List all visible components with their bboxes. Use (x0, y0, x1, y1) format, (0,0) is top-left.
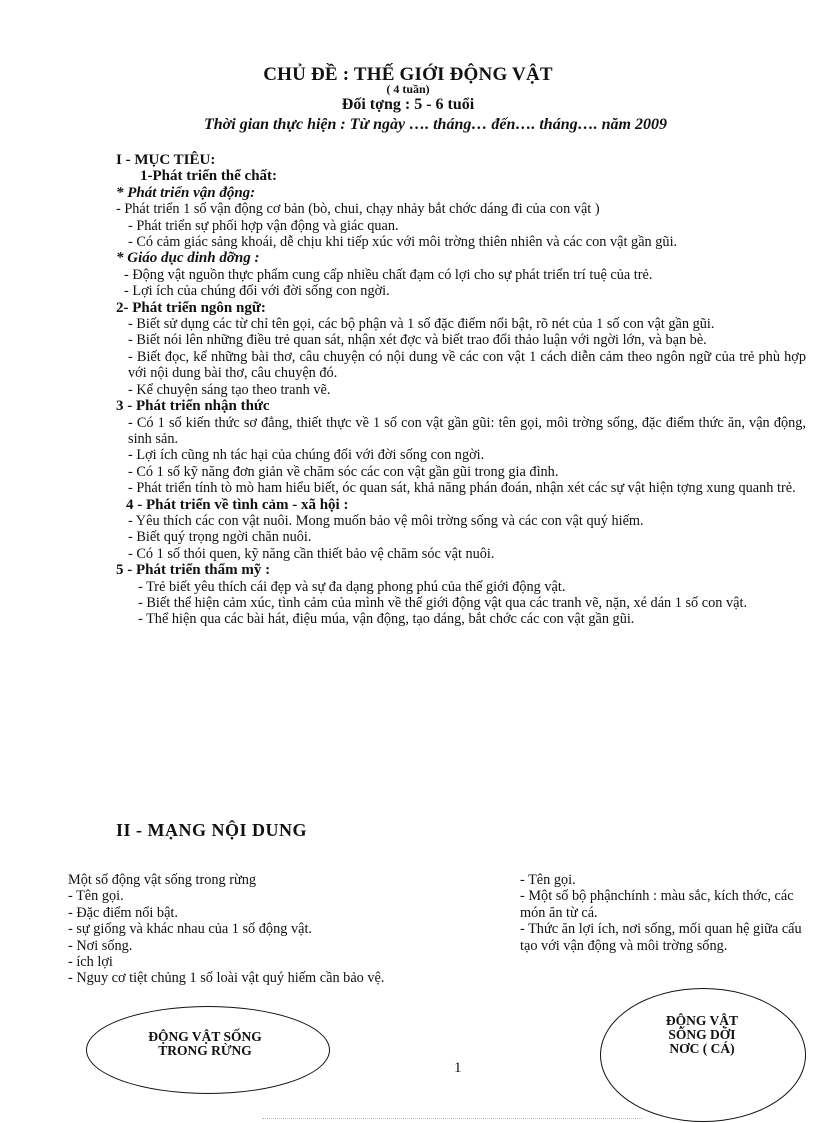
content-right-column (520, 872, 805, 954)
forest-animals-label (100, 1030, 310, 1058)
objective-line: - Có 1 số kỹ năng đơn giản về chăm sóc các con vật gần gũi trong gia đình. (128, 463, 559, 480)
objective-line: - Lợi ích cũng nh tác hại của chúng đối với đời sống con ngời. (128, 447, 485, 464)
content-item: - Nguy cơ tiệt chủng 1 số loài vật quý hiếm cần bảo vệ. (68, 970, 385, 987)
objective-line: - Biết đọc, kể những bài thơ, câu chuyện có nội dung về các con vật 1 cách diễn cảm theo ngôn ngữ của trẻ phù hợp với nội dung bài thơ, câu chuyện đó. (128, 348, 806, 382)
objective-line: - Kể chuyện sáng tạo theo tranh vẽ. (128, 381, 331, 398)
water-animals-label (620, 1014, 784, 1056)
oval-left-line-1: ĐỘNG VẬT SỐNG (148, 1029, 262, 1044)
objective-line: - Phát triển tính tò mò ham hiểu biết, óc quan sát, khả năng phán đoán, nhận xét các sự vật hiện tợng xung quanh trẻ. (128, 480, 796, 497)
content-item: - Nơi sống. (68, 937, 133, 954)
content-left-column (68, 872, 508, 987)
objective-line: - Biết thể hiện cảm xúc, tình cảm của mình về thế giới động vật qua các tranh vẽ, nặn, xé dán 1 số con vật. (138, 594, 748, 611)
objective-line: 5 - Phát triển thẩm mỹ : (116, 562, 271, 579)
content-item: - Một số bộ phậnchính : màu sắc, kích thớc, các món ăn từ cá. (520, 888, 794, 921)
objective-line: - Phát triển sự phối hợp vận động và giác quan. (128, 217, 399, 234)
content-item: - ích lợi (68, 954, 113, 971)
objective-line: 2- Phát triển ngôn ngữ: (116, 299, 266, 316)
objective-line: 3 - Phát triển nhận thức (116, 398, 270, 415)
objective-line: * Phát triển vận động: (116, 184, 256, 201)
objective-line: - Biết sử dụng các từ chỉ tên gọi, các bộ phận và 1 số đặc điểm nổi bật, rõ nét của 1 số con vật gần gũi. (128, 316, 715, 333)
objective-line: - Biết nói lên những điều trẻ quan sát, nhận xét đợc và biết trao đổi thảo luận với ngời lớn, và bạn bè. (128, 332, 707, 349)
oval-right-line-2: SỐNG DỚI (668, 1027, 736, 1042)
objective-line: I - MỤC TIÊU: (116, 152, 216, 168)
objective-line: - Có cảm giác sảng khoái, dễ chịu khi tiếp xúc với môi trờng thiên nhiên và các con vật gần gũi. (128, 234, 678, 251)
objective-line: - Lợi ích của chúng đối với đời sống con ngời. (124, 283, 390, 300)
page-title: CHỦ ĐỀ : THẾ GIỚI ĐỘNG VẬT (263, 64, 553, 85)
objective-line: 4 - Phát triển về tình cảm - xã hội : (126, 496, 349, 513)
oval-right-line-1: ĐỘNG VẬT (665, 1013, 739, 1028)
oval-right-line-3: NƠC ( CÁ) (669, 1041, 735, 1056)
section-2-title: II - MẠNG NỘI DUNG (116, 820, 307, 840)
objective-line: - Thể hiện qua các bài hát, điệu múa, vận động, tạo dáng, bắt chớc các con vật gần gũi. (138, 611, 635, 628)
footer-divider (262, 1118, 642, 1119)
objective-line: - Biết quý trọng ngời chăn nuôi. (128, 529, 312, 546)
objective-line: - Phát triển 1 số vận động cơ bản (bò, chui, chạy nhảy bắt chớc dáng đi của con vật ) (116, 201, 600, 218)
content-item: - Tên gọi. (520, 872, 576, 888)
objective-line: - Yêu thích các con vật nuôi. Mong muốn bảo vệ môi trờng sống và các con vật quý hiếm. (128, 512, 644, 529)
content-item: - Thức ăn lợi ích, nơi sống, mối quan hệ giữa cấu tạo với vận động và môi trờng sống. (520, 921, 802, 954)
oval-left-line-2: TRONG RỪNG (158, 1043, 252, 1058)
content-item: Một số động vật sống trong rừng (68, 872, 257, 888)
age-group: Đối tợng : 5 - 6 tuổi (341, 96, 475, 113)
objective-line: 1-Phát triển thể chất: (140, 168, 278, 185)
content-item: - Tên gọi. (68, 888, 124, 905)
content-item: - Đặc điểm nổi bật. (68, 904, 178, 921)
duration-subtitle: ( 4 tuần) (386, 82, 430, 96)
page-number: 1 (454, 1060, 462, 1076)
objective-line: - Động vật nguồn thực phẩm cung cấp nhiều chất đạm có lợi cho sự phát triển trí tuệ của trẻ. (124, 266, 653, 283)
objective-line: * Giáo dục dinh dỡng : (116, 250, 260, 267)
time-period: Thời gian thực hiện : Từ ngày …. tháng… đến…. tháng…. năm 2009 (204, 116, 667, 133)
objective-line: - Trẻ biết yêu thích cái đẹp và sự đa dạng phong phú của thế giới động vật. (138, 578, 566, 595)
objective-line: - Có 1 số thói quen, kỹ năng cần thiết bảo vệ chăm sóc vật nuôi. (128, 545, 495, 562)
objective-line: - Có 1 số kiến thức sơ đẳng, thiết thực về 1 số con vật gần gũi: tên gọi, môi trờng sống, đặc điểm thức ăn, vận động, sinh sản. (128, 414, 806, 447)
objectives-section (116, 152, 806, 628)
content-item: - sự giống và khác nhau của 1 số động vật. (68, 921, 312, 938)
